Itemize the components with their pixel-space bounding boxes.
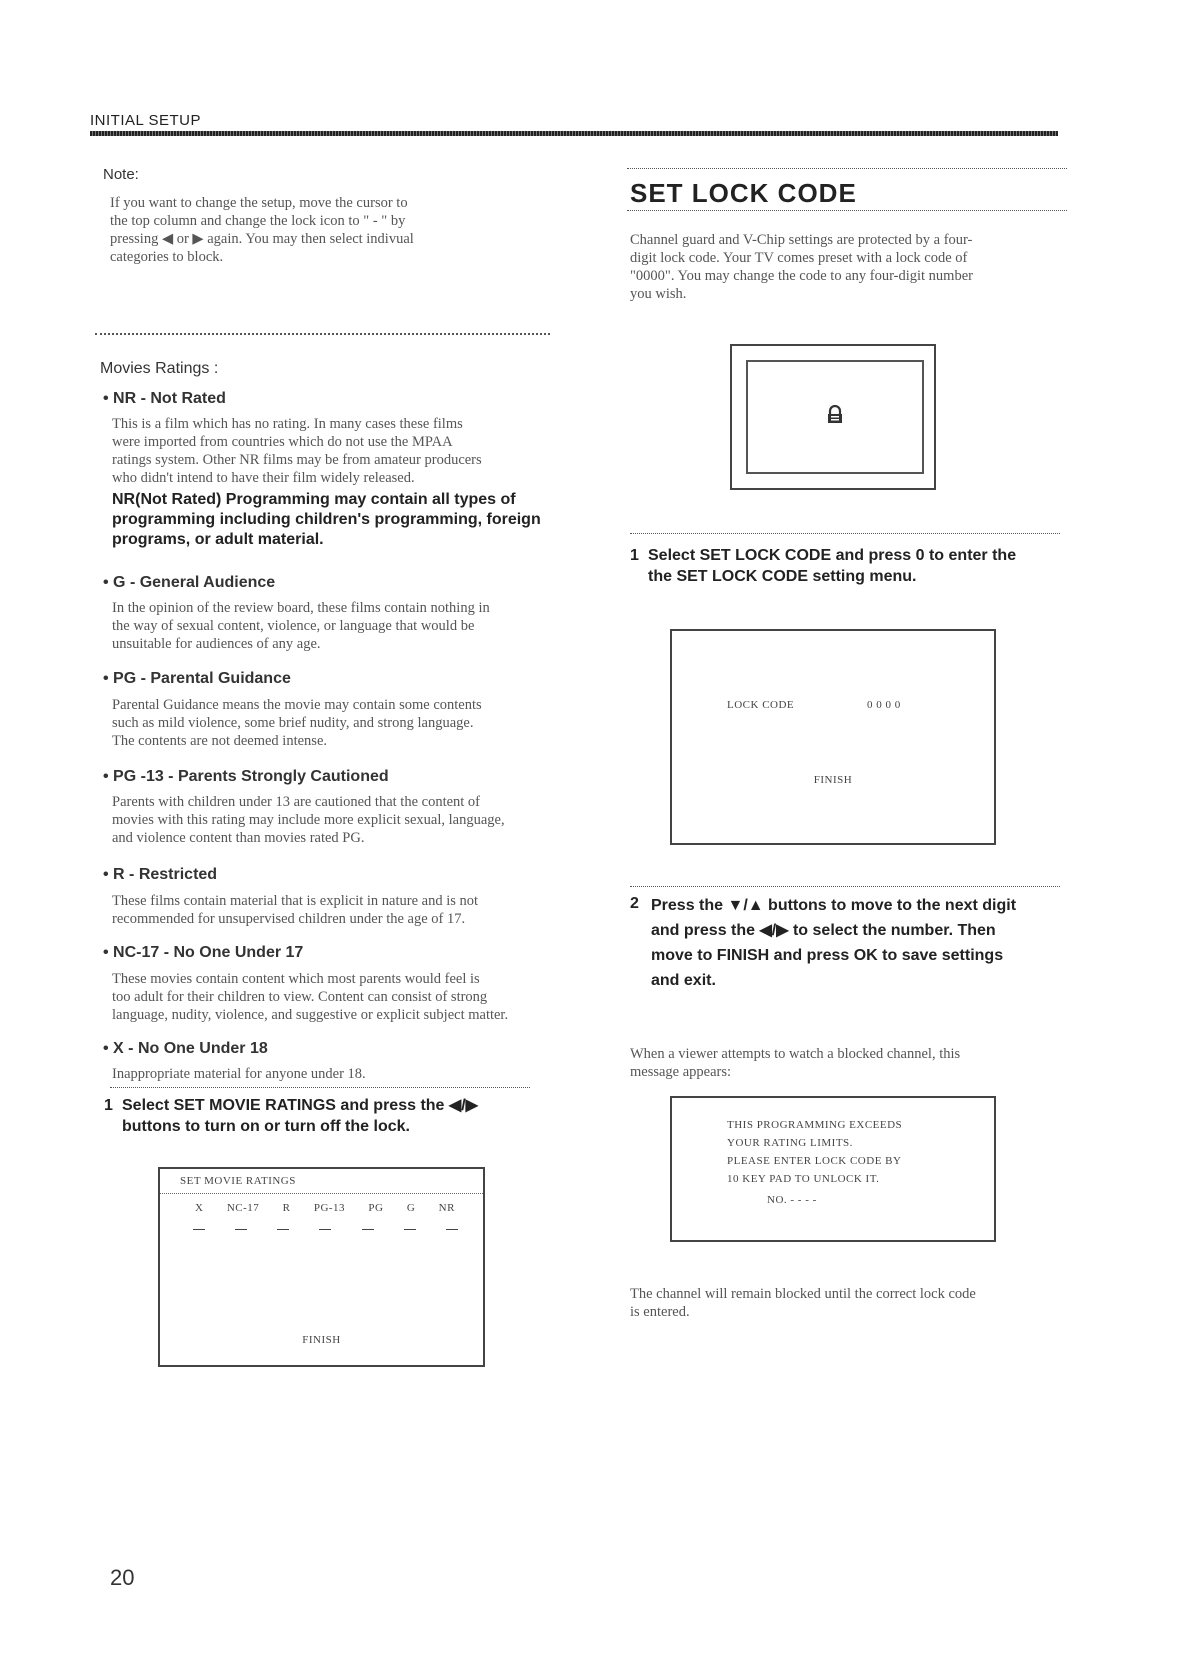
blocked-intro (630, 1045, 1070, 1081)
closing-text (630, 1285, 1070, 1321)
movie-ratings-screen (158, 1167, 485, 1367)
rating-line: were imported from countries which do not use the MPAA (112, 434, 453, 450)
lock-screen-finish[interactable]: FINISH (813, 774, 853, 786)
left-step-text (122, 1095, 562, 1137)
lock-intro (630, 231, 1070, 303)
note-text (110, 194, 550, 266)
unlock-dash-icon (362, 1229, 374, 1230)
rating-line: language, nudity, violence, and suggestive or explicit subject matter. (112, 1007, 509, 1023)
lock-code-label: LOCK CODE (727, 699, 795, 711)
rating-col-g[interactable]: G (406, 1202, 416, 1214)
rating-text-r (112, 892, 582, 928)
blocked-line: YOUR RATING LIMITS. (727, 1137, 853, 1149)
lock-step2-text (651, 893, 1081, 993)
lock-step2-line: Press the ▼/▲ buttons to move to the next digit (651, 897, 1017, 914)
rating-col-nc17[interactable]: NC-17 (226, 1202, 260, 1214)
rating-line: who didn't intend to have their film widely released. (112, 470, 415, 486)
blocked-intro-line: message appears: (630, 1064, 732, 1080)
blocked-line: THIS PROGRAMMING EXCEEDS (727, 1119, 903, 1131)
rating-line: These movies contain content which most parents would feel is (112, 971, 480, 987)
nr-warning-line: programming including children's programming, foreign (112, 511, 541, 528)
lock-title-top-rule (627, 168, 1067, 169)
lock-section-title: SET LOCK CODE (630, 178, 857, 208)
rating-line: Parents with children under 13 are cautioned that the content of (112, 794, 481, 810)
lock-step2-line: and exit. (651, 972, 716, 989)
rating-heading-nr: • NR - Not Rated (103, 390, 226, 407)
rating-heading-pg: • PG - Parental Guidance (103, 670, 291, 687)
x-divider (110, 1087, 530, 1088)
rating-lock-states (193, 1229, 458, 1230)
lock-icon-screen (730, 344, 936, 490)
rating-text-nr (112, 415, 572, 487)
rating-line: In the opinion of the review board, these films contain nothing in (112, 600, 490, 616)
rating-line: movies with this rating may include more explicit sexual, language, (112, 812, 505, 828)
lock-step1-number: 1 (630, 547, 639, 564)
lock-intro-line: you wish. (630, 286, 687, 302)
rating-line: Parental Guidance means the movie may contain some contents (112, 697, 482, 713)
rating-heading-g: • G - General Audience (103, 574, 276, 591)
note-line: categories to block. (110, 249, 224, 265)
lock-icon (825, 405, 845, 425)
unlock-dash-icon (193, 1229, 205, 1230)
rating-line: The contents are not deemed intense. (112, 733, 328, 749)
unlock-dash-icon (446, 1229, 458, 1230)
rating-heading-r: • R - Restricted (103, 866, 218, 883)
lock-step1-line: Select SET LOCK CODE and press 0 to enter the (648, 547, 1017, 564)
nr-warning-line: programs, or adult material. (112, 531, 324, 548)
rating-line: This is a film which has no rating. In many cases these films (112, 416, 463, 432)
unlock-dash-icon (404, 1229, 416, 1230)
note-line: the top column and change the lock icon to " - " by (110, 213, 406, 229)
rating-line: such as mild violence, some brief nudity, and strong language. (112, 715, 474, 731)
lock-intro-line: Channel guard and V-Chip settings are protected by a four- (630, 232, 973, 248)
note-line: If you want to change the setup, move the cursor to (110, 195, 408, 211)
rating-line: the way of sexual content, violence, or language that would be (112, 618, 475, 634)
blocked-code-entry[interactable]: NO. - - - - (767, 1194, 817, 1206)
blocked-line: 10 KEY PAD TO UNLOCK IT. (727, 1173, 880, 1185)
screen-title-rule (160, 1193, 483, 1194)
page-number: 20 (110, 1565, 135, 1590)
nr-warning-line: NR(Not Rated) Programming may contain all types of (112, 491, 516, 508)
note-line: pressing ◀ or ▶ again. You may then select indivual (110, 231, 414, 247)
rating-col-nr[interactable]: NR (438, 1202, 455, 1214)
header-rule (90, 131, 1058, 136)
rating-heading-x: • X - No One Under 18 (103, 1040, 268, 1057)
lock-step2-line: move to FINISH and press OK to save settings (651, 947, 1004, 964)
lock-intro-line: "0000". You may change the code to any four-digit number (630, 268, 973, 284)
rating-col-pg13[interactable]: PG-13 (313, 1202, 346, 1214)
rating-line: Inappropriate material for anyone under 18. (112, 1066, 366, 1082)
rating-heading-pg13: • PG -13 - Parents Strongly Cautioned (103, 768, 389, 785)
lock-step2-line: and press the ◀/▶ to select the number. Then (651, 922, 996, 939)
rating-line: ratings system. Other NR films may be from amateur producers (112, 452, 482, 468)
rating-columns (195, 1202, 455, 1214)
rating-col-pg[interactable]: PG (368, 1202, 384, 1214)
rating-text-nc17 (112, 970, 602, 1024)
rating-line: and violence content than movies rated PG. (112, 830, 365, 846)
note-title: Note: (103, 166, 139, 183)
rating-heading-nc17: • NC-17 - No One Under 17 (103, 944, 304, 961)
screen-title: SET MOVIE RATINGS (180, 1175, 296, 1187)
lock-title-bottom-rule (627, 210, 1067, 211)
lock-step1-text (648, 545, 1088, 587)
blocked-message (727, 1116, 902, 1188)
section-label: INITIAL SETUP (90, 112, 201, 129)
blocked-line: PLEASE ENTER LOCK CODE BY (727, 1155, 902, 1167)
rating-col-x[interactable]: X (195, 1202, 204, 1214)
blocked-message-screen (670, 1096, 996, 1242)
nr-warning (112, 490, 592, 550)
rating-col-r[interactable]: R (282, 1202, 291, 1214)
unlock-dash-icon (319, 1229, 331, 1230)
rating-line: These films contain material that is explicit in nature and is not (112, 893, 479, 909)
lock-step1-line: the SET LOCK CODE setting menu. (648, 568, 917, 585)
left-step-line: Select SET MOVIE RATINGS and press the ◀/▶ (122, 1097, 478, 1114)
step2-rule (630, 886, 1060, 887)
rating-text-pg (112, 696, 582, 750)
rating-text-pg13 (112, 793, 592, 847)
note-divider (95, 333, 550, 335)
movie-screen-finish[interactable]: FINISH (302, 1334, 341, 1346)
rating-line: unsuitable for audiences of any age. (112, 636, 321, 652)
closing-line: is entered. (630, 1304, 690, 1320)
left-step-number: 1 (104, 1097, 113, 1114)
lock-step2-number: 2 (630, 895, 639, 912)
closing-line: The channel will remain blocked until the correct lock code (630, 1286, 976, 1302)
rating-line: too adult for their children to view. Content can consist of strong (112, 989, 488, 1005)
unlock-dash-icon (235, 1229, 247, 1230)
step1-rule (630, 533, 1060, 534)
left-step-line: buttons to turn on or turn off the lock. (122, 1118, 410, 1135)
lock-intro-line: digit lock code. Your TV comes preset with a lock code of (630, 250, 968, 266)
blocked-intro-line: When a viewer attempts to watch a blocked channel, this (630, 1046, 961, 1062)
lock-code-value[interactable]: 0 0 0 0 (867, 699, 901, 711)
movies-title: Movies Ratings : (100, 360, 219, 377)
rating-text-x (112, 1065, 582, 1083)
rating-line: recommended for unsupervised children under the age of 17. (112, 911, 466, 927)
rating-text-g (112, 599, 582, 653)
unlock-dash-icon (277, 1229, 289, 1230)
lock-code-screen (670, 629, 996, 845)
